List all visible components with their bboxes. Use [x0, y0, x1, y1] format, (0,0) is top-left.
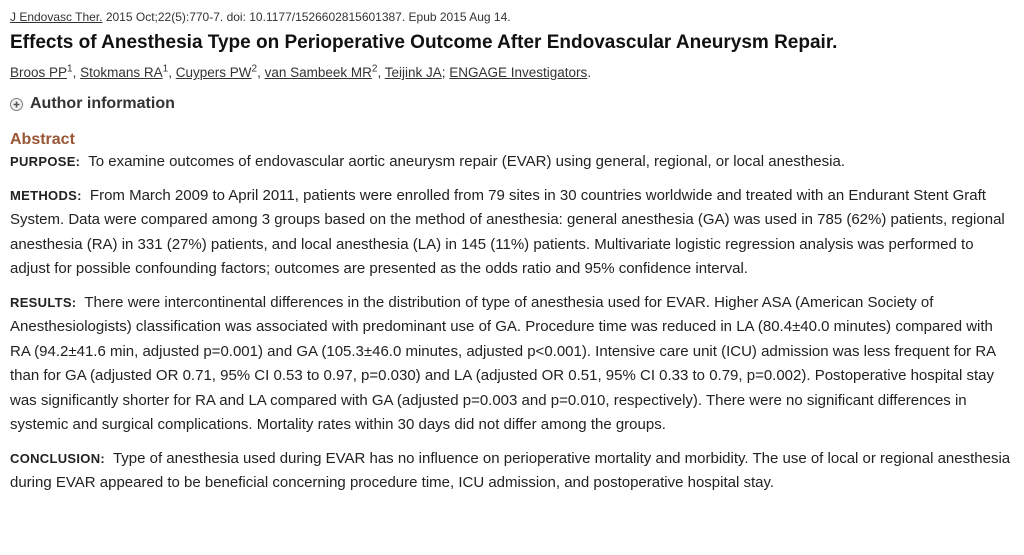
results-text: There were intercontinental differences in the distribution of type of anesthesia used for EVAR. Higher ASA (American Society of Anesthesiologists) classification was associated with predominant use of GA. Procedure time was reduced in LA (80.4±40.0 minutes) compared with RA (94.2±41.6 min, adjusted p=0.001) and GA (105.3±46.0 minutes, adjusted p<0.001). Intensive care unit (ICU) admission was less frequent for RA than for GA (adjusted OR 0.71, 95% CI 0.53 to 0.97, p=0.030) and LA (adjusted OR 0.51, 95% CI 0.33 to 0.79, p=0.002). Postoperative hospital stay was significantly shorter for RA and LA compared with GA (adjusted p=0.003 and p=0.010, respectively). There were no significant differences in systemic and surgical complications. Mortality rates within 30 days did not differ among the groups. [10, 293, 996, 433]
author-separator: ; [441, 65, 450, 80]
purpose-label: PURPOSE: [10, 154, 81, 169]
conclusion-label: CONCLUSION: [10, 450, 106, 466]
abstract-heading: Abstract [10, 131, 75, 148]
author-affiliation-number: 1 [67, 63, 73, 75]
abstract-conclusion [10, 447, 1016, 496]
author-separator: , [377, 65, 385, 80]
results-label: RESULTS: [10, 294, 77, 310]
conclusion-text: Type of anesthesia used during EVAR has no influence on perioperative mortality and morbidity. The use of local or regional anesthesia during EVAR appeared to be beneficial concerning procedure time, ICU admission, and postoperative hospital stay. [10, 449, 1011, 491]
author-link[interactable]: van Sambeek MR [264, 65, 372, 80]
purpose-text: To examine outcomes of endovascular aortic aneurysm repair (EVAR) using general, regional, or local anesthesia. [88, 153, 845, 170]
abstract-results [10, 291, 1016, 438]
author-separator: . [587, 65, 592, 80]
author-affiliation-number: 2 [371, 63, 378, 75]
author-link[interactable]: ENGAGE Investigators [449, 65, 588, 80]
author-separator: , [168, 65, 176, 80]
author-affiliation-number: 1 [162, 63, 169, 75]
methods-label: METHODS: [10, 187, 82, 203]
citation-details: 2015 Oct;22(5):770-7. doi: 10.1177/1526602815601387. Epub 2015 Aug 14. [102, 10, 511, 24]
author-separator: , [72, 65, 81, 80]
author-link[interactable]: Broos PP [10, 65, 68, 80]
journal-link[interactable]: J Endovasc Ther. [10, 10, 103, 24]
author-separator: , [257, 65, 265, 80]
citation-line [10, 9, 1016, 25]
author-link[interactable]: Cuypers PW [175, 65, 252, 80]
article-title: Effects of Anesthesia Type on Perioperative Outcome After Endovascular Aneurysm Repair. [10, 32, 838, 53]
abstract-methods [10, 184, 1016, 282]
author-list [10, 63, 1016, 83]
methods-text: From March 2009 to April 2011, patients were enrolled from 79 sites in 30 countries worldwide and treated with an Endurant Stent Graft System. Data were compared among 3 groups based on the method of anesthesia: general anesthesia (GA) was used in 785 (62%) patients, regional anesthesia (RA) in 331 (27%) patients, and local anesthesia (LA) in 145 (11%) patients. Multivariate logistic regression analysis was performed to adjust for possible confounding factors; outcomes are presented as the odds ratio and 95% confidence interval. [10, 186, 1005, 277]
author-information-label: Author information [30, 95, 175, 112]
expand-plus-icon[interactable] [10, 98, 23, 111]
author-link[interactable]: Teijink JA [384, 65, 442, 80]
author-link[interactable]: Stokmans RA [80, 65, 163, 80]
abstract-purpose [10, 150, 1016, 175]
article-page [10, 9, 1016, 496]
author-affiliation-number: 2 [251, 63, 258, 75]
author-information-toggle[interactable] [10, 94, 1016, 114]
